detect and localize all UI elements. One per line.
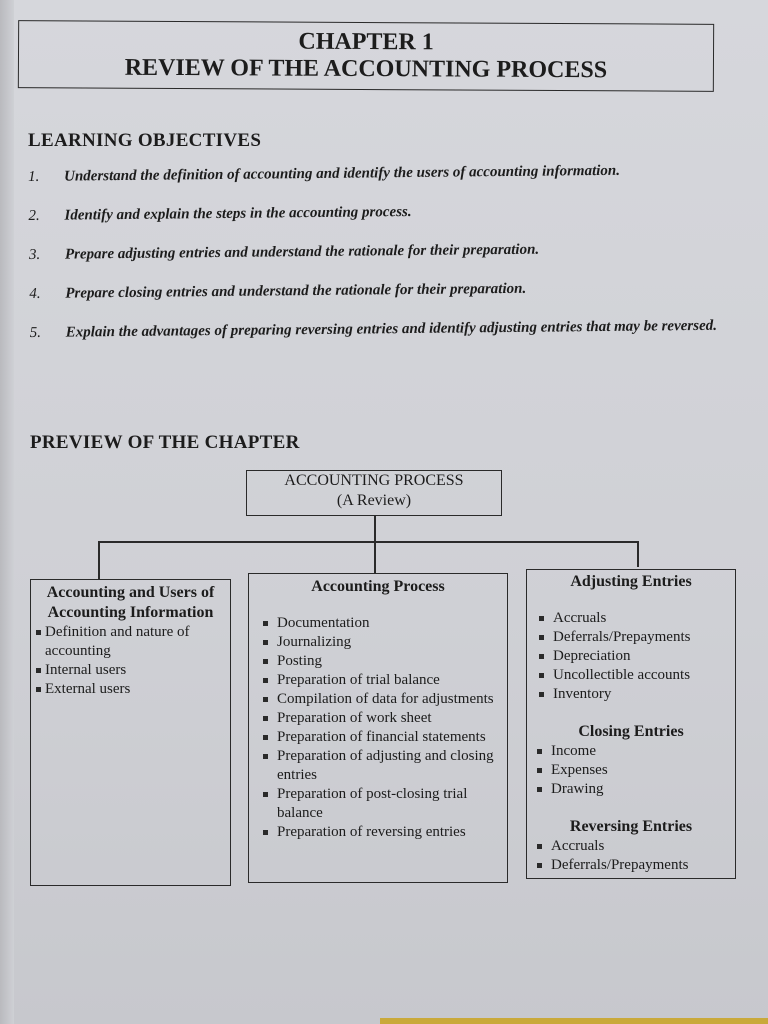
connector-horizontal [98, 541, 638, 543]
objective-item [29, 278, 729, 304]
objectives-list [28, 161, 730, 363]
objective-number: 3. [28, 246, 41, 263]
objective-number: 4. [29, 285, 41, 302]
box-entries [526, 569, 736, 879]
chapter-number: CHAPTER 1 [298, 28, 434, 56]
list-item: Accruals [529, 837, 735, 856]
list-item: Preparation of post-closing trial balance [255, 785, 503, 823]
objective-text: Prepare adjusting entries and understand the rationale for their preparation. [64, 241, 540, 263]
objective-item [30, 317, 730, 343]
list-item: Drawing [529, 780, 735, 799]
preview-heading: PREVIEW OF THE CHAPTER [30, 432, 300, 453]
list-item: Inventory [531, 685, 735, 704]
learning-objectives-heading: LEARNING OBJECTIVES [28, 130, 262, 151]
reversing-entries-title: Reversing Entries [569, 818, 693, 835]
objective-number: 2. [28, 207, 40, 224]
objective-number: 5. [29, 324, 42, 341]
connector-root-down [374, 515, 376, 542]
objective-item [29, 239, 729, 265]
list-item: Documentation [255, 614, 503, 633]
objective-number: 1. [28, 168, 40, 185]
reversing-entries-list [529, 837, 735, 875]
objective-text: Understand the definition of accounting and identify the users of accounting information. [64, 162, 621, 185]
list-item: Journalizing [255, 633, 503, 652]
adjusting-entries-title: Adjusting Entries [570, 573, 692, 590]
connector-right-drop [637, 541, 639, 567]
box-accounting-process [248, 573, 508, 883]
diagram-root-box [246, 470, 502, 516]
objective-text: Prepare closing entries and understand the rationale for their preparation. [65, 280, 527, 302]
list-item: Posting [255, 652, 503, 671]
chapter-title: REVIEW OF THE ACCOUNTING PROCESS [124, 54, 608, 84]
box-accounting-users [30, 579, 231, 886]
box-title: Accounting Process [311, 578, 445, 595]
list-item: Deferrals/Prepayments [531, 628, 735, 647]
objective-item [28, 161, 728, 187]
root-subtitle: (A Review) [336, 492, 412, 509]
list-item: External users [33, 680, 226, 699]
connector-left-drop [98, 541, 100, 579]
box-title: Accounting and Users of Accounting Information [46, 584, 215, 621]
root-title: ACCOUNTING PROCESS [284, 472, 464, 489]
list-item: Depreciation [531, 647, 735, 666]
list-item: Preparation of trial balance [255, 671, 503, 690]
objective-item [28, 200, 728, 226]
list-item: Income [529, 742, 735, 761]
list-item: Preparation of financial statements [255, 728, 503, 747]
box-item-list [255, 614, 503, 842]
connector-mid-drop [374, 541, 376, 573]
closing-entries-list [529, 742, 735, 799]
list-item: Accruals [531, 609, 735, 628]
chapter-title-box [18, 20, 714, 92]
list-item: Compilation of data for adjustments [255, 690, 503, 709]
page-binding-edge [0, 0, 14, 1024]
objective-text: Explain the advantages of preparing reversing entries and identify adjusting entries that may be reversed. [65, 317, 718, 341]
objective-text: Identify and explain the steps in the accounting process. [64, 203, 412, 224]
box-item-list [33, 623, 226, 699]
list-item: Internal users [33, 661, 226, 680]
list-item: Uncollectible accounts [531, 666, 735, 685]
list-item: Preparation of reversing entries [255, 823, 503, 842]
list-item: Preparation of work sheet [255, 709, 503, 728]
list-item: Expenses [529, 761, 735, 780]
adjusting-entries-list [531, 609, 735, 704]
list-item: Definition and nature of accounting [33, 623, 226, 661]
list-item: Preparation of adjusting and closing entries [255, 747, 503, 785]
closing-entries-title: Closing Entries [578, 723, 684, 740]
list-item: Deferrals/Prepayments [529, 856, 735, 875]
background-strip [380, 1018, 768, 1024]
